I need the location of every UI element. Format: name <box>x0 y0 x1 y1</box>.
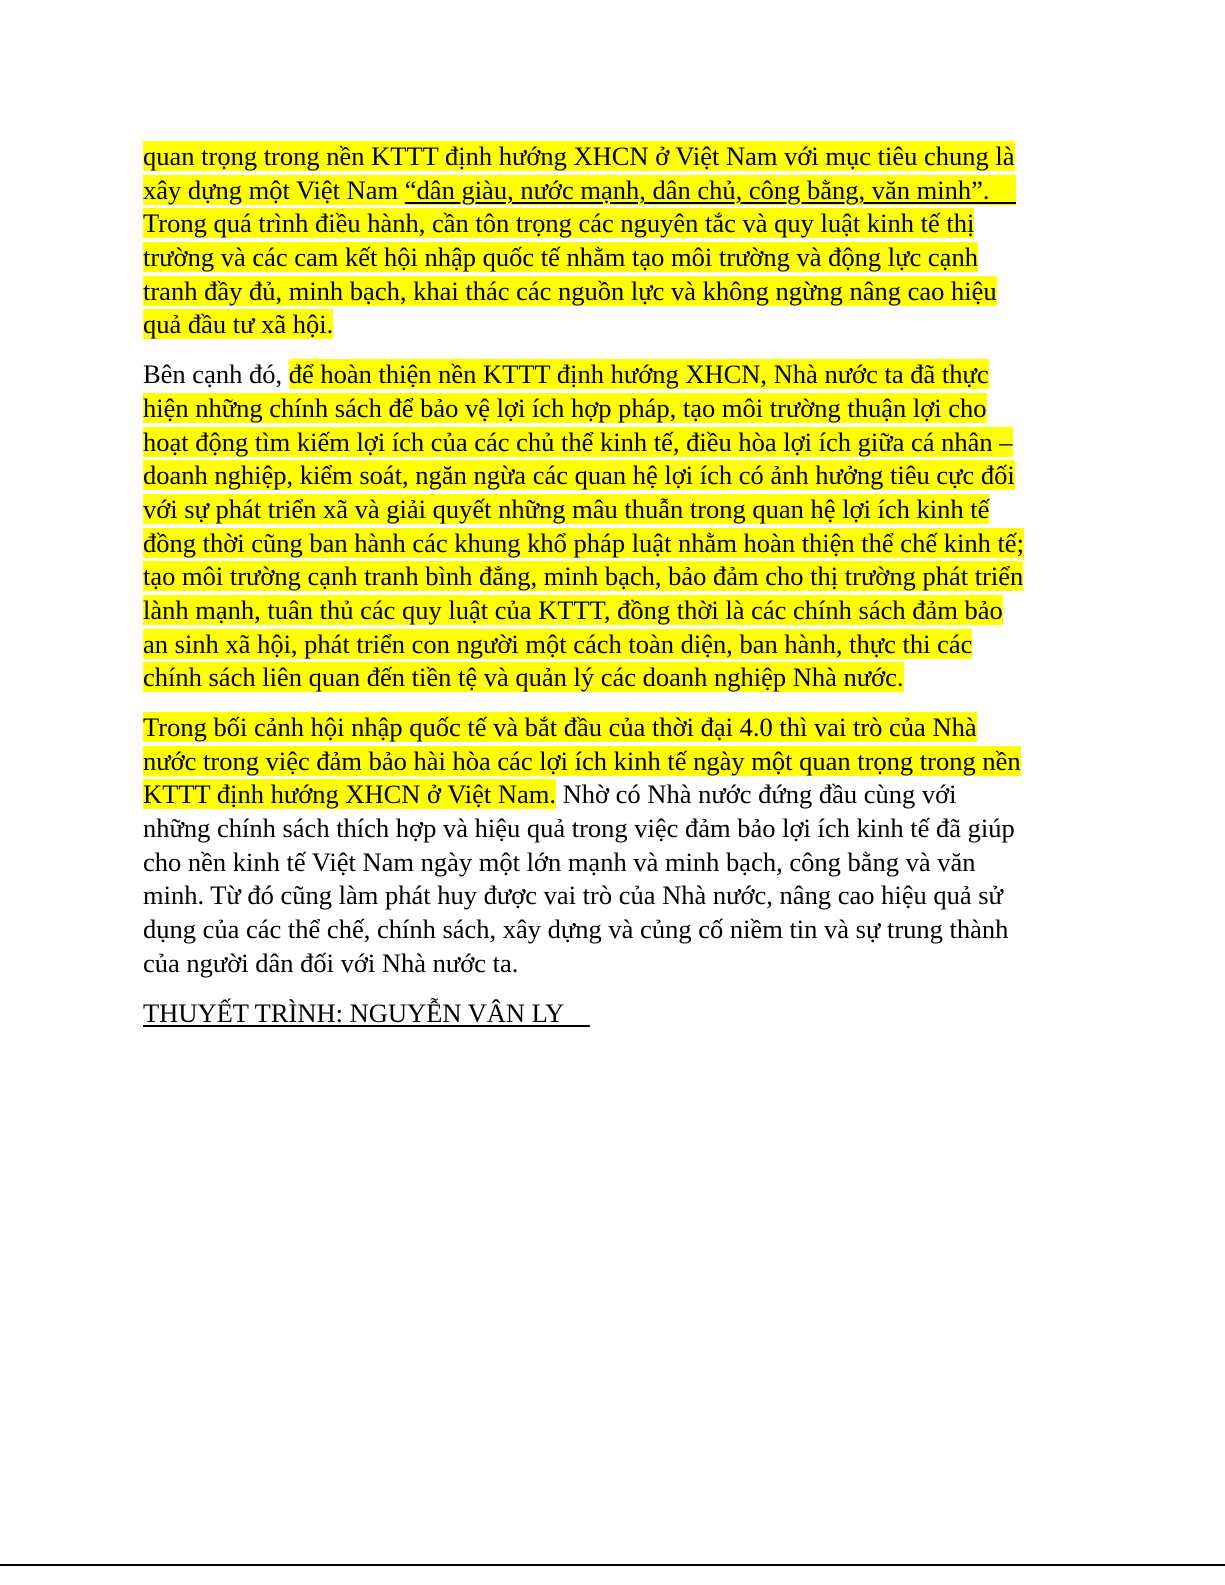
text-line <box>143 275 1073 309</box>
highlighted-text: để hoàn thiện nền KTTT định hướng XHCN, Nhà nước ta đã thực <box>288 359 989 390</box>
text-line <box>143 241 1073 275</box>
highlighted-text: KTTT định hướng XHCN ở Việt Nam. <box>143 779 557 810</box>
text-segment: dụng của các thể chế, chính sách, xây dựng và củng cố niềm tin và sự trung thành <box>143 914 1009 945</box>
text-line <box>143 778 1073 812</box>
text-line <box>143 879 1073 913</box>
presenter-line <box>143 997 1073 1031</box>
paragraph-2 <box>143 358 1073 695</box>
text-line <box>143 358 1073 392</box>
text-line <box>143 392 1073 426</box>
text-segment: THUYẾT TRÌNH: NGUYỄN VÂN LY <box>143 997 590 1028</box>
text-line <box>143 913 1073 947</box>
page-bottom-border <box>0 1564 1225 1566</box>
highlighted-text: doanh nghiệp, kiểm soát, ngăn ngừa các quan hệ lợi ích có ảnh hưởng tiêu cực đối <box>143 460 1015 491</box>
text-line <box>143 628 1073 662</box>
text-line <box>143 745 1073 779</box>
text-segment: minh. Từ đó cũng làm phát huy được vai trò của Nhà nước, nâng cao hiệu quả sử <box>143 880 1003 911</box>
text-line <box>143 812 1073 846</box>
text-segment: của người dân đối với Nhà nước ta. <box>143 947 519 978</box>
text-line <box>143 846 1073 880</box>
highlighted-text: nước trong việc đảm bảo hài hòa các lợi ích kinh tế ngày một quan trọng trong nền <box>143 745 1021 776</box>
paragraph-3 <box>143 711 1073 981</box>
text-line <box>143 560 1073 594</box>
highlighted-text: an sinh xã hội, phát triển con người một cách toàn diện, ban hành, thực thi các <box>143 628 973 659</box>
text-line <box>143 997 1073 1031</box>
highlighted-text: hiện những chính sách để bảo vệ lợi ích hợp pháp, tạo môi trường thuận lợi cho <box>143 392 987 423</box>
highlighted-text: trường và các cam kết hội nhập quốc tế nhằm tạo môi trường và động lực cạnh <box>143 242 978 273</box>
highlighted-text: lành mạnh, tuân thủ các quy luật của KTTT, đồng thời là các chính sách đảm bảo <box>143 594 1003 625</box>
highlighted-text: hoạt động tìm kiếm lợi ích của các chủ thể kinh tế, điều hòa lợi ích giữa cá nhân – <box>143 426 1013 457</box>
text-line <box>143 947 1073 981</box>
text-line <box>143 308 1073 342</box>
highlighted-text: quả đầu tư xã hội. <box>143 309 334 340</box>
text-line <box>143 661 1073 695</box>
text-line <box>143 527 1073 561</box>
highlighted-text: tạo môi trường cạnh tranh bình đẳng, minh bạch, bảo đảm cho thị trường phát triển <box>143 561 1024 592</box>
text-segment: Nhờ có Nhà nước đứng đầu cùng với <box>556 779 957 810</box>
highlighted-text: đồng thời cũng ban hành các khung khổ pháp luật nhằm hoàn thiện thể chế kinh tế; <box>143 527 1024 558</box>
highlighted-text: “dân giàu, nước mạnh, dân chủ, công bằng, văn minh”. <box>404 174 1017 205</box>
highlighted-text: Trong quá trình điều hành, cần tôn trọng các nguyên tắc và quy luật kinh tế thị <box>143 208 975 239</box>
text-segment: những chính sách thích hợp và hiệu quả trong việc đảm bảo lợi ích kinh tế đã giúp <box>143 813 1015 844</box>
text-line <box>143 426 1073 460</box>
text-line <box>143 711 1073 745</box>
highlighted-text: tranh đầy đủ, minh bạch, khai thác các nguồn lực và không ngừng nâng cao hiệu <box>143 275 997 306</box>
highlighted-text: Trong bối cảnh hội nhập quốc tế và bắt đầu của thời đại 4.0 thì vai trò của Nhà <box>143 712 977 742</box>
highlighted-text: xây dựng một Việt Nam <box>143 174 405 205</box>
document-body <box>143 140 1073 1046</box>
paragraph-1 <box>143 140 1073 342</box>
text-segment: cho nền kinh tế Việt Nam ngày một lớn mạnh và minh bạch, công bằng và văn <box>143 846 976 877</box>
highlighted-text: quan trọng trong nền KTTT định hướng XHCN ở Việt Nam với mục tiêu chung là <box>143 141 1015 171</box>
text-line <box>143 174 1073 208</box>
text-segment: Bên cạnh đó, <box>143 359 289 390</box>
highlighted-text: với sự phát triển xã và giải quyết những mâu thuẫn trong quan hệ lợi ích kinh tế <box>143 493 990 524</box>
text-line <box>143 459 1073 493</box>
text-line <box>143 207 1073 241</box>
text-line <box>143 493 1073 527</box>
highlighted-text: chính sách liên quan đến tiền tệ và quản lý các doanh nghiệp Nhà nước. <box>143 662 904 693</box>
text-line <box>143 140 1073 174</box>
text-line <box>143 594 1073 628</box>
